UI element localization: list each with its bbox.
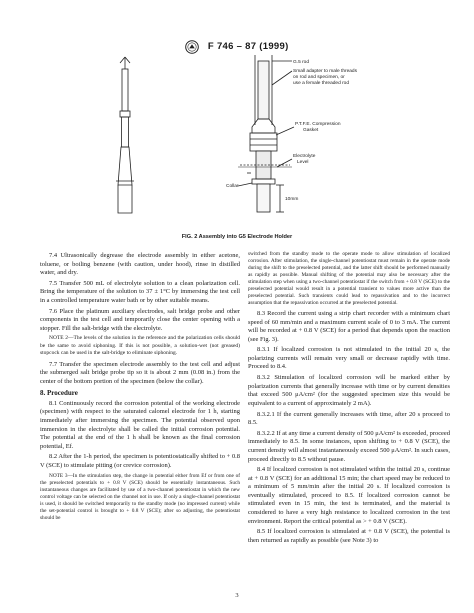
note-2: NOTE 2—The levels of the solution in the reference and the polarization cells should be the same to avoid siphoning. If this is not possible, a solution-wet (not greased) stopcock can be used in the salt-bridge to eliminate siphoning.	[40, 335, 240, 357]
label-collar: Collar	[226, 184, 239, 189]
standard-designation: F 746 – 87 (1999)	[207, 41, 289, 53]
label-ptfe-line2: Gasket	[303, 128, 319, 133]
astm-logo-icon	[185, 40, 199, 54]
paragraph-7-4: 7.4 Ultrasonically degrease the electrode assembly in either acetone, toluene, or boiling benzene (with caution, under hood), rinse in distilled water, and dry.	[40, 252, 240, 277]
right-column	[248, 251, 450, 548]
label-adapter-line2: on rod and specimen, or	[293, 75, 345, 80]
note-3: NOTE 3—In the stimulation step, the change in potential either from Ef or from one of the preselected potentials to + 0.8 V (SCE) should be essentially instantaneous. Such instantaneous changes are facilitated by use of a two-channel potentiostat in which the new control voltage can be selected on the channel not in use. If only a single-channel potentiostat is used, it should be switched temporarily to the standby mode (no impressed current) while the set-potential control is brought to + 0.8 V (SCE); after so adjusting, the potentiostat should be	[40, 472, 240, 521]
label-dimension: 10mm	[285, 197, 299, 202]
label-ptfe-line1: P.T.F.E. Compression	[295, 122, 341, 127]
paragraph-8-3-2-2: 8.3.2.2 If at any time a current density of 500 μA/cm² is exceeded, proceed immediately to 8.5. In some instances, upon shifting to + 0.8 V (SCE), the current density will almost instantaneously exceed 500 μA/cm². In such cases, proceed directly to 8.5 without pause.	[248, 429, 450, 463]
small-electrode-drawing	[116, 57, 134, 213]
paragraph-8-3: 8.3 Record the current using a strip chart recorder with a minimum chart speed of 60 mm/min and a maximum current scale of 0 to 3 mA. The current will be recorded at + 0.8 V (SCE) for a period that depends upon the reaction (see Fig. 3).	[248, 310, 450, 343]
paragraph-8-3-1: 8.3.1 If localized corrosion is not stimulated in the initial 20 s, the polarizing currents will remain very small or decrease rapidly with time. Proceed to 8.4.	[248, 346, 450, 371]
label-electrolyte-line2: Level	[297, 160, 309, 165]
label-adapter-line3: use a female threaded rod	[293, 81, 350, 86]
paragraph-8-3-2-1: 8.3.2.1 If the current generally increases with time, after 20 s proceed to 8.5.	[248, 410, 450, 427]
label-adapter-line1: Small adapter to male threads	[293, 69, 357, 74]
label-g5-rod: G.5 rod	[293, 60, 309, 65]
paragraph-7-6: 7.6 Place the platinum auxiliary electrodes, salt bridge probe and other components in the test cell and temporarily close the center opening with a stopper. Fill the salt-bridge with the electrolyte.	[40, 307, 240, 332]
paragraph-8-3-2: 8.3.2 Stimulation of localized corrosion will be marked either by polarization currents that generally increase with time or by current densities that exceed 500 μA/cm² (for the suggested specimen size this would be equivalent to a current of approximately 2 mA).	[248, 374, 450, 407]
label-electrolyte-line1: Electrolyte	[293, 154, 316, 159]
section-8-heading: 8. Procedure	[40, 389, 78, 398]
electrode-holder-figure	[0, 55, 474, 225]
note-3-continued: switched from the standby mode to the operate mode to allow stimulation of localized corrosion. After stimulation, the single-channel potentiostat must remain in the operate mode during the shift to the preselected potential, and the latter shift should be performed manually as rapidly as possible. Manual shifting of the potential may also be necessary after the stimulation step when using a two-channel potentiostat if the switch from + 0.8 V (SCE) to the preselected potential would result in a potential transient to values more active than the preselected potential. Such transients could lead to repassivation and to the incorrect assumption that the repassivation occurred at the preselected potential.	[248, 251, 450, 306]
paragraph-8-5: 8.5 If localized corrosion is stimulated at + 0.8 V (SCE), the potential is then returned as rapidly as possible (see Note 3) to	[248, 528, 450, 544]
left-column	[40, 252, 240, 525]
paragraph-8-1: 8.1 Continuously record the corrosion potential of the working electrode (specimen) with respect to the saturated calomel electrode for 1 h, starting immediately after immersing the specimen. The potential observed upon immersion in the electrolyte shall be called the initial corrosion potential. The potential at the end of the 1 h shall be known as the final corrosion potential, Ef.	[40, 399, 240, 450]
page-number: 3	[235, 592, 239, 599]
paragraph-7-5: 7.5 Transfer 500 mL of electrolyte solution to a clean polarization cell. Bring the temperature of the solution to 37 ± 1°C by immersing the test cell in a controlled temperature water bath or by other suitable means.	[40, 279, 240, 304]
paragraph-8-2: 8.2 After the 1-h period, the specimen is potentiostatically shifted to + 0.8 V (SCE) to stimulate pitting (or crevice corrosion).	[40, 453, 240, 469]
paragraph-7-7: 7.7 Transfer the specimen electrode assembly to the test cell and adjust the submerged salt bridge probe tip so it is about 2 mm (0.08 in.) from the center of the bottom portion of the specimen (below the collar).	[40, 360, 240, 385]
paragraph-8-4: 8.4 If localized corrosion is not stimulated within the initial 20 s, continue at + 0.8 V (SCE) for an additional 15 min; the chart speed may be reduced to a minimum of 5 mm/min after the initial 20 s. If localized corrosion is eventually stimulated, proceed to 8.5. If localized corrosion cannot be stimulated even in 15 min, the test is terminated, and the material is considered to have a very high resistance to localized corrosion in the test environment. Report the critical potential as > + 0.8 V (SCE).	[248, 466, 450, 525]
figure-caption: FIG. 2 Assembly into G5 Electrode Holder	[181, 234, 293, 240]
page-header	[0, 38, 474, 56]
large-electrode-drawing	[238, 55, 294, 212]
